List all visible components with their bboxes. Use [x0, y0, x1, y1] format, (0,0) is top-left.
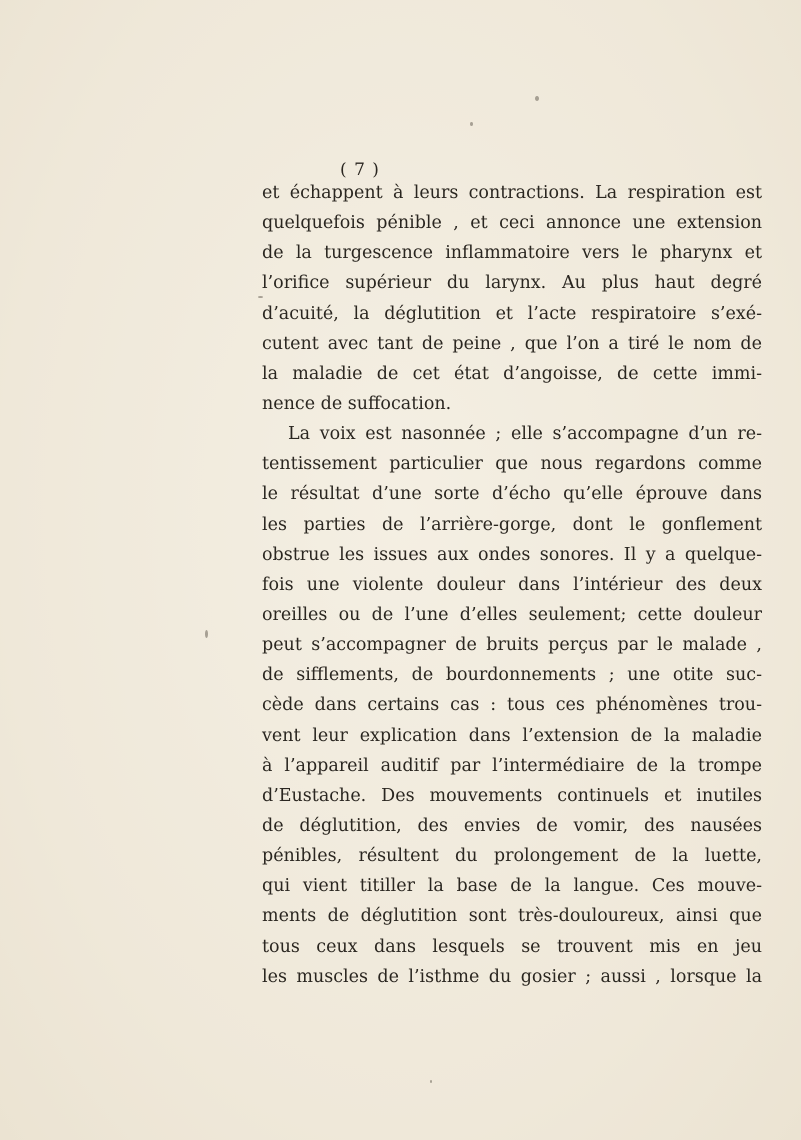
text-line: tentissement particulier que nous regardons comme — [262, 454, 762, 475]
text-line: obstrue les issues aux ondes sonores. Il y a quelque- — [262, 544, 762, 565]
text-line: tous ceux dans lesquels se trouvent mis en jeu — [262, 936, 762, 957]
page-number: ( 7 ) — [340, 160, 380, 180]
text-line: de sifflements, de bourdonnements ; une otite suc- — [262, 665, 762, 686]
text-line: oreilles ou de l’une d’elles seulement; cette douleur — [262, 604, 762, 625]
text-line: les parties de l’arrière-gorge, dont le gonflement — [262, 514, 762, 535]
text-line: cutent avec tant de peine , que l’on a tiré le nom de — [262, 333, 762, 354]
text-line: de la turgescence inflammatoire vers le pharynx et — [262, 243, 762, 264]
text-line: quelquefois pénible , et ceci annonce une extension — [262, 213, 762, 234]
text-line: d’acuité, la déglutition et l’acte respiratoire s’exé- — [262, 303, 762, 324]
text-line: peut s’accompagner de bruits perçus par le malade , — [262, 635, 762, 656]
text-line: l’orifice supérieur du larynx. Au plus haut degré — [262, 273, 762, 294]
paper-speck — [535, 96, 539, 101]
paper-speck — [470, 122, 473, 126]
text-line: de déglutition, des envies de vomir, des nausées — [262, 815, 762, 836]
text-line: le résultat d’une sorte d’écho qu’elle éprouve dans — [262, 484, 762, 505]
paper-speck — [205, 630, 208, 638]
text-line: qui vient titiller la base de la langue. Ces mouve- — [262, 876, 762, 897]
text-line: nence de suffocation. — [262, 393, 452, 414]
body-text — [262, 178, 762, 992]
text-line: fois une violente douleur dans l’intérieur des deux — [262, 574, 762, 595]
text-line: à l’appareil auditif par l’intermédiaire de la trompe — [262, 755, 762, 776]
paper-speck — [258, 296, 263, 298]
paper-speck — [430, 1080, 432, 1083]
text-line: et échappent à leurs contractions. La respiration est — [262, 183, 762, 203]
text-line: La voix est nasonnée ; elle s’accompagne d’un re- — [288, 424, 762, 445]
text-line: vent leur explication dans l’extension de la maladie — [262, 725, 762, 746]
text-line: ments de déglutition sont très-douloureux, ainsi que — [262, 906, 762, 927]
text-line: pénibles, résultent du prolongement de la luette, — [262, 846, 762, 867]
text-line: cède dans certains cas : tous ces phénomènes trou- — [262, 695, 762, 716]
text-line: les muscles de l’isthme du gosier ; aussi , lorsque la — [262, 966, 762, 987]
text-line: la maladie de cet état d’angoisse, de cette immi- — [262, 363, 762, 384]
text-line: d’Eustache. Des mouvements continuels et inutiles — [262, 785, 762, 806]
